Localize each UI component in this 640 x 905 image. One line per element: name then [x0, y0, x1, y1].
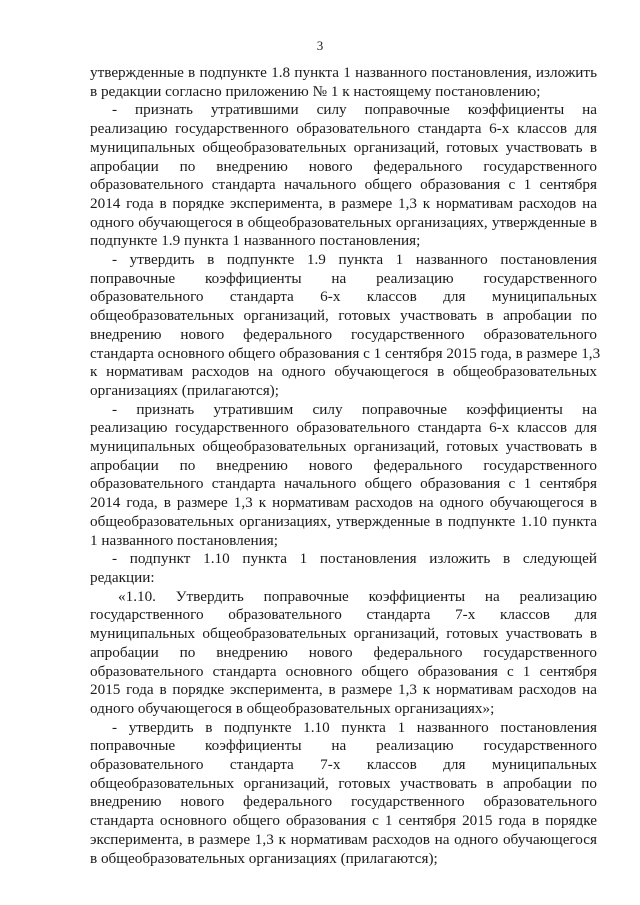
text-line: образовательного стандарта 6-х классов для муниципальных: [90, 288, 597, 306]
text-line: образовательного стандарта основного общего образования с 1 сентября: [90, 662, 597, 680]
paragraph: [90, 101, 597, 251]
text-line: - признать утратившими силу поправочные коэффициенты на: [112, 101, 597, 119]
text-line: реализацию государственного образовательного стандарта 6-х классов для: [90, 419, 597, 437]
page-number: 3: [316, 38, 324, 53]
text-line: одного обучающегося в общеобразовательных организациях, утвержденные в: [90, 213, 597, 231]
paragraph: [90, 251, 601, 401]
text-line: внедрению нового федерального государственного образовательного: [90, 793, 597, 811]
text-line: - утвердить в подпункте 1.10 пункта 1 названного постановления: [112, 718, 597, 736]
text-line: реализацию государственного образовательного стандарта 6-х классов для: [90, 120, 597, 138]
text-line: апробации по внедрению нового федерального государственного: [90, 456, 597, 474]
text-line: общеобразовательных организациях, утвержденные в подпункте 1.10 пункта: [90, 512, 597, 530]
text-line: муниципальных общеобразовательных организаций, готовых участвовать в: [90, 438, 597, 456]
text-line: стандарта основного общего образования с 1 сентября 2015 года в порядке: [90, 812, 597, 830]
paragraph: [90, 401, 597, 551]
text-line: муниципальных общеобразовательных организаций, готовых участвовать в: [90, 138, 597, 156]
text-line: к нормативам расходов на одного обучающегося в общеобразовательных: [90, 363, 597, 381]
text-line: образовательного стандарта 7-х классов для муниципальных: [90, 756, 597, 774]
text-line: государственного образовательного стандарта 7-х классов для: [90, 606, 597, 624]
text-line: общеобразовательных организаций, готовых участвовать в апробации по: [90, 307, 597, 325]
text-line: одного обучающегося в общеобразовательных организациях»;: [90, 699, 495, 717]
paragraph: [90, 64, 597, 101]
text-line: - подпункт 1.10 пункта 1 постановления изложить в следующей: [112, 550, 597, 568]
text-line: редакции:: [90, 568, 155, 586]
text-line: 2015 года в порядке эксперимента, в размере 1,3 к нормативам расходов на: [90, 681, 597, 699]
text-line: в общеобразовательных организациях (прилагаются);: [90, 849, 438, 867]
text-line: образовательного стандарта начального общего образования с 1 сентября: [90, 475, 597, 493]
text-line: поправочные коэффициенты на реализацию государственного: [90, 269, 597, 287]
text-line: утвержденные в подпункте 1.8 пункта 1 названного постановления, изложить: [90, 64, 597, 81]
text-line: образовательного стандарта начального общего образования с 1 сентября: [90, 176, 597, 194]
text-line: 1 названного постановления;: [90, 531, 278, 549]
paragraph: [90, 588, 597, 719]
text-line: апробации по внедрению нового федерального государственного: [90, 643, 597, 661]
text-line: внедрению нового федерального государственного образовательного: [90, 325, 597, 343]
text-line: апробации по внедрению нового федерального государственного: [90, 157, 597, 175]
text-line: 2014 года в порядке эксперимента, в размере 1,3 к нормативам расходов на: [90, 194, 597, 212]
paragraph: [90, 719, 597, 869]
text-line: «1.10. Утвердить поправочные коэффициенты на реализацию: [118, 587, 597, 605]
text-line: общеобразовательных организаций, готовых участвовать в апробации по: [90, 774, 597, 792]
text-line: подпункте 1.9 пункта 1 названного постановления;: [90, 232, 421, 250]
text-line: - утвердить в подпункте 1.9 пункта 1 названного постановления: [112, 251, 597, 269]
text-line: поправочные коэффициенты на реализацию государственного: [90, 737, 597, 755]
document-body: [90, 64, 601, 868]
text-line: эксперимента, в размере 1,3 к нормативам расходов на одного обучающегося: [90, 830, 597, 848]
text-line: муниципальных общеобразовательных организаций, готовых участвовать в: [90, 625, 597, 643]
text-line: 2014 года, в размере 1,3 к нормативам расходов на одного обучающегося в: [90, 494, 597, 512]
text-line: в редакции согласно приложению № 1 к настоящему постановлению;: [90, 82, 541, 100]
text-line: стандарта основного общего образования с 1 сентября 2015 года, в размере 1,3: [90, 344, 601, 362]
paragraph: [90, 550, 597, 587]
text-line: - признать утратившим силу поправочные коэффициенты на: [112, 400, 597, 418]
text-line: организациях (прилагаются);: [90, 381, 279, 399]
